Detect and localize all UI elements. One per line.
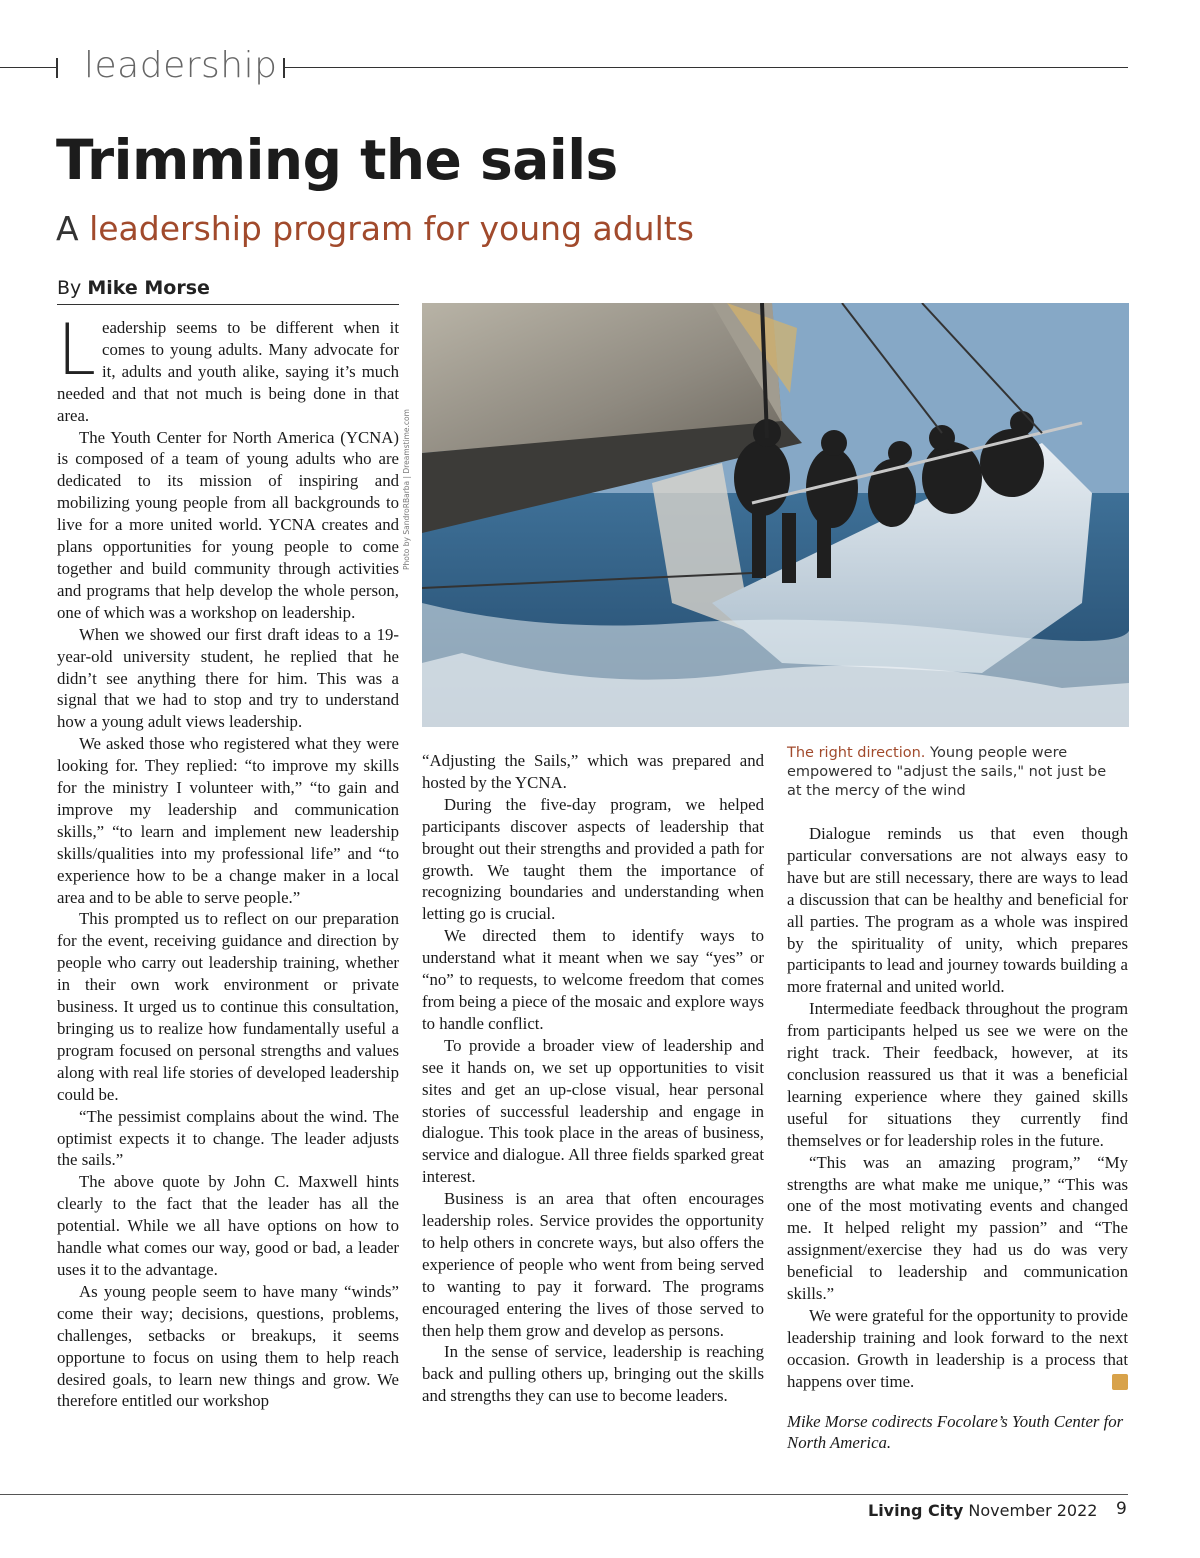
paragraph: Business is an area that often encourages leadership roles. Service provides the opportunity to help others in concrete ways, but also offers the experience of people who went from being served to wanting to pay it forward. The programs encouraged entering the lives of those served to then help them grow and develop as persons. xyxy=(422,1189,764,1340)
subhead-accent: leadership program for young adults xyxy=(89,209,694,248)
end-mark-logo: LC xyxy=(1112,1374,1128,1390)
paragraph: The Youth Center for North America (YCNA) is composed of a team of young adults who are dedicated to its mission of inspiring and mobilizing young people from all backgrounds to live for a more united world. YCNA creates and plans opportunities for young people to come together and build community through activities and programs that help develop the whole person, one of which was a workshop on leadership. xyxy=(57,427,399,622)
photo-caption xyxy=(787,744,1107,801)
byline-prefix: By xyxy=(57,277,82,299)
footer xyxy=(868,1500,1097,1522)
paragraph: To provide a broader view of leadership and see it hands on, we set up opportunities to visit sites and get an up-close visual, hear personal stories of successful leadership and engage in dialogue. This took place in the areas of business, service and dialogue. All three fields sparked great interest. xyxy=(422,1035,764,1187)
paragraph: Intermediate feedback throughout the program from participants helped us see we were on the right track. Their feedback, however, at its conclusion reassured us that it was a beneficial learning experience where they gained skills useful for situations they currently find themselves or for leadership roles in the future. xyxy=(787,999,1128,1150)
paragraph-text: We were grateful for the opportunity to provide leadership training and look forward to the next occasion. Growth in leadership is a process that happens over time. xyxy=(787,1305,1128,1391)
article-column-1 xyxy=(57,309,399,1412)
paragraph: In the sense of service, leadership is reaching back and pulling others up, bringing out the skills and strengths they can use to become leaders. xyxy=(422,1342,764,1406)
subhead-prefix: A xyxy=(56,209,79,248)
paragraph xyxy=(787,1305,1147,1393)
page-number: 9 xyxy=(1116,1499,1127,1519)
section-label: leadership xyxy=(84,45,278,86)
paragraph: When we showed our first draft ideas to a 19-year-old university student, he replied that he didn’t see anything there for him. This was a signal that we had to stop and try to understand how a young adult views leadership. xyxy=(57,624,399,732)
paragraph: “This was an amazing program,” “My strengths are what make me unique,” “This was one of the most motivating events and changed me. It helped relight my passion” and “The assignment/exercise they had us do was very beneficial to leadership and communication skills.” xyxy=(787,1152,1128,1304)
paragraph: During the five-day program, we helped participants discover aspects of leadership that brought out their strengths and provided a path for growth. We taught them the importance of recognizing boundaries and understanding when letting go is crucial. xyxy=(422,794,764,924)
article-photo xyxy=(422,303,1129,727)
paragraph: We asked those who registered what they were looking for. They replied: “to improve my skills for the ministry I volunteer with,” “to gain and improve my leadership and communication skills,” “to learn and implement new leadership skills/qualities into my professional life” and “to experience how to be a change maker in a local area and to be able to serve people.” xyxy=(57,734,399,907)
article-column-2 xyxy=(422,750,764,1407)
footer-magazine: Living City xyxy=(868,1501,964,1520)
article-column-3 xyxy=(787,823,1147,1454)
photo-credit: Photo by SandroRBarba | Dreamstime.com xyxy=(402,409,411,570)
header-rule-left xyxy=(0,67,56,68)
paragraph: As young people seem to have many “winds” come their way; decisions, questions, problems, challenges, setbacks or breakups, it seems opportune to focus on using them to help reach desired goals, to learn new things and grow. We therefore entitled our workshop xyxy=(57,1281,399,1411)
paragraph: This prompted us to reflect on our preparation for the event, receiving guidance and direction by people who carry out leadership training, whether in their own work environment or private business. It urged us to continue this consultation, bringing us to realize how fundamentally useful a program focused on personal strengths and values along with real life stories of developed leadership could be. xyxy=(57,909,399,1104)
sailboat-illustration xyxy=(422,303,1129,727)
caption-lead: The right direction. xyxy=(787,745,926,761)
paragraph: We directed them to identify ways to understand what it meant when we say “yes” or “no” to requests, to welcome freedom that comes from being a piece of the mosaic and explore ways to handle conflict. xyxy=(422,926,764,1033)
paragraph: “The pessimist complains about the wind. The optimist expects it to change. The leader adjusts the sails.” xyxy=(57,1106,399,1170)
header-rule-tick-right xyxy=(283,58,285,78)
byline-author: Mike Morse xyxy=(87,277,210,299)
paragraph: The above quote by John C. Maxwell hints clearly to the fact that the leader has all the potential. While we all have options on how to handle what comes our way, good or bad, a leader uses it to the advantage. xyxy=(57,1172,399,1279)
footer-rule xyxy=(0,1494,1128,1495)
header-rule-tick-left xyxy=(56,58,58,78)
article-subhead xyxy=(56,206,694,252)
drop-cap: L xyxy=(57,309,96,391)
author-bio: Mike Morse codirects Focolare’s Youth Center for North America. xyxy=(787,1411,1124,1453)
header-rule-right xyxy=(285,67,1128,68)
paragraph: “Adjusting the Sails,” which was prepared and hosted by the YCNA. xyxy=(422,751,764,792)
footer-issue: November 2022 xyxy=(968,1501,1098,1520)
byline xyxy=(57,274,399,305)
paragraph xyxy=(57,309,399,427)
paragraph-text: eadership seems to be different when it comes to young adults. Many advocate for it, adults and youth alike, saying it’s much needed and that not much is being done in that area. xyxy=(57,318,399,425)
caption-text: Young people were empowered to "adjust the sails," not just be at the mercy of the wind xyxy=(787,745,1107,799)
article-headline: Trimming the sails xyxy=(56,128,618,192)
paragraph: Dialogue reminds us that even though particular conversations are not always easy to have but are still necessary, there are ways to lead a discussion that can be healthy and beneficial for all parties. The program as a whole was inspired by the spirituality of unity, which prepares participants to lead and journey towards building a more fraternal and united world. xyxy=(787,824,1128,997)
